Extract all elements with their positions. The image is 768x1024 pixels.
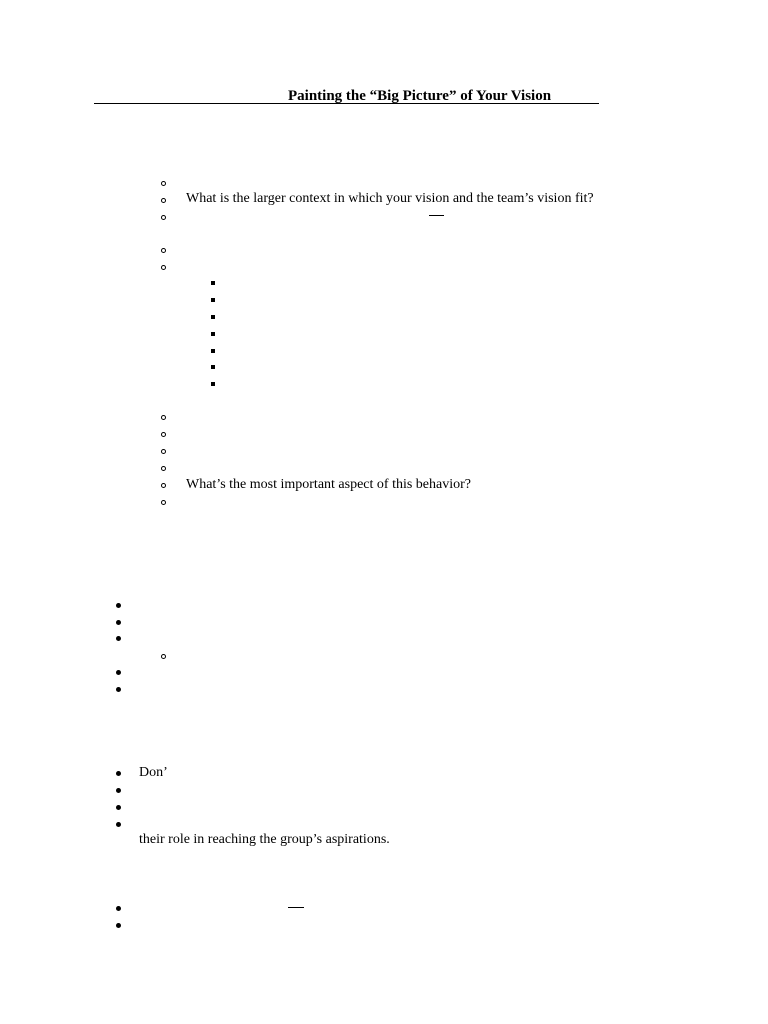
question-larger-context: What is the larger context in which your vision and the team’s vision fit? [186, 191, 594, 206]
list-bullet [161, 198, 166, 203]
list-bullet [161, 248, 166, 253]
list-bullet [211, 332, 215, 336]
list-bullet [116, 771, 121, 776]
list-bullet [211, 349, 215, 353]
list-bullet [161, 265, 166, 270]
em-dash [288, 907, 304, 908]
list-bullet [116, 620, 121, 625]
list-bullet [116, 670, 121, 675]
list-bullet [116, 923, 121, 928]
list-bullet [211, 382, 215, 386]
list-bullet [161, 181, 166, 186]
page-title: Painting the “Big Picture” of Your Vision [288, 88, 552, 104]
list-bullet [161, 215, 166, 220]
em-dash [429, 215, 444, 216]
list-bullet [116, 788, 121, 793]
list-bullet [116, 636, 121, 641]
dont-text: Don’ [139, 765, 168, 780]
list-bullet [161, 449, 166, 454]
list-bullet [116, 687, 121, 692]
list-bullet [116, 805, 121, 810]
list-bullet [211, 315, 215, 319]
role-text: their role in reaching the group’s aspirations. [139, 832, 390, 847]
list-bullet [211, 281, 215, 285]
list-bullet [116, 822, 121, 827]
list-bullet [161, 415, 166, 420]
list-bullet [161, 432, 166, 437]
list-bullet [116, 603, 121, 608]
list-bullet [211, 298, 215, 302]
list-bullet [161, 466, 166, 471]
list-bullet [161, 500, 166, 505]
list-bullet [161, 483, 166, 488]
list-bullet [211, 365, 215, 369]
list-bullet [161, 654, 166, 659]
list-bullet [116, 906, 121, 911]
question-important-aspect: What’s the most important aspect of this behavior? [186, 477, 471, 492]
